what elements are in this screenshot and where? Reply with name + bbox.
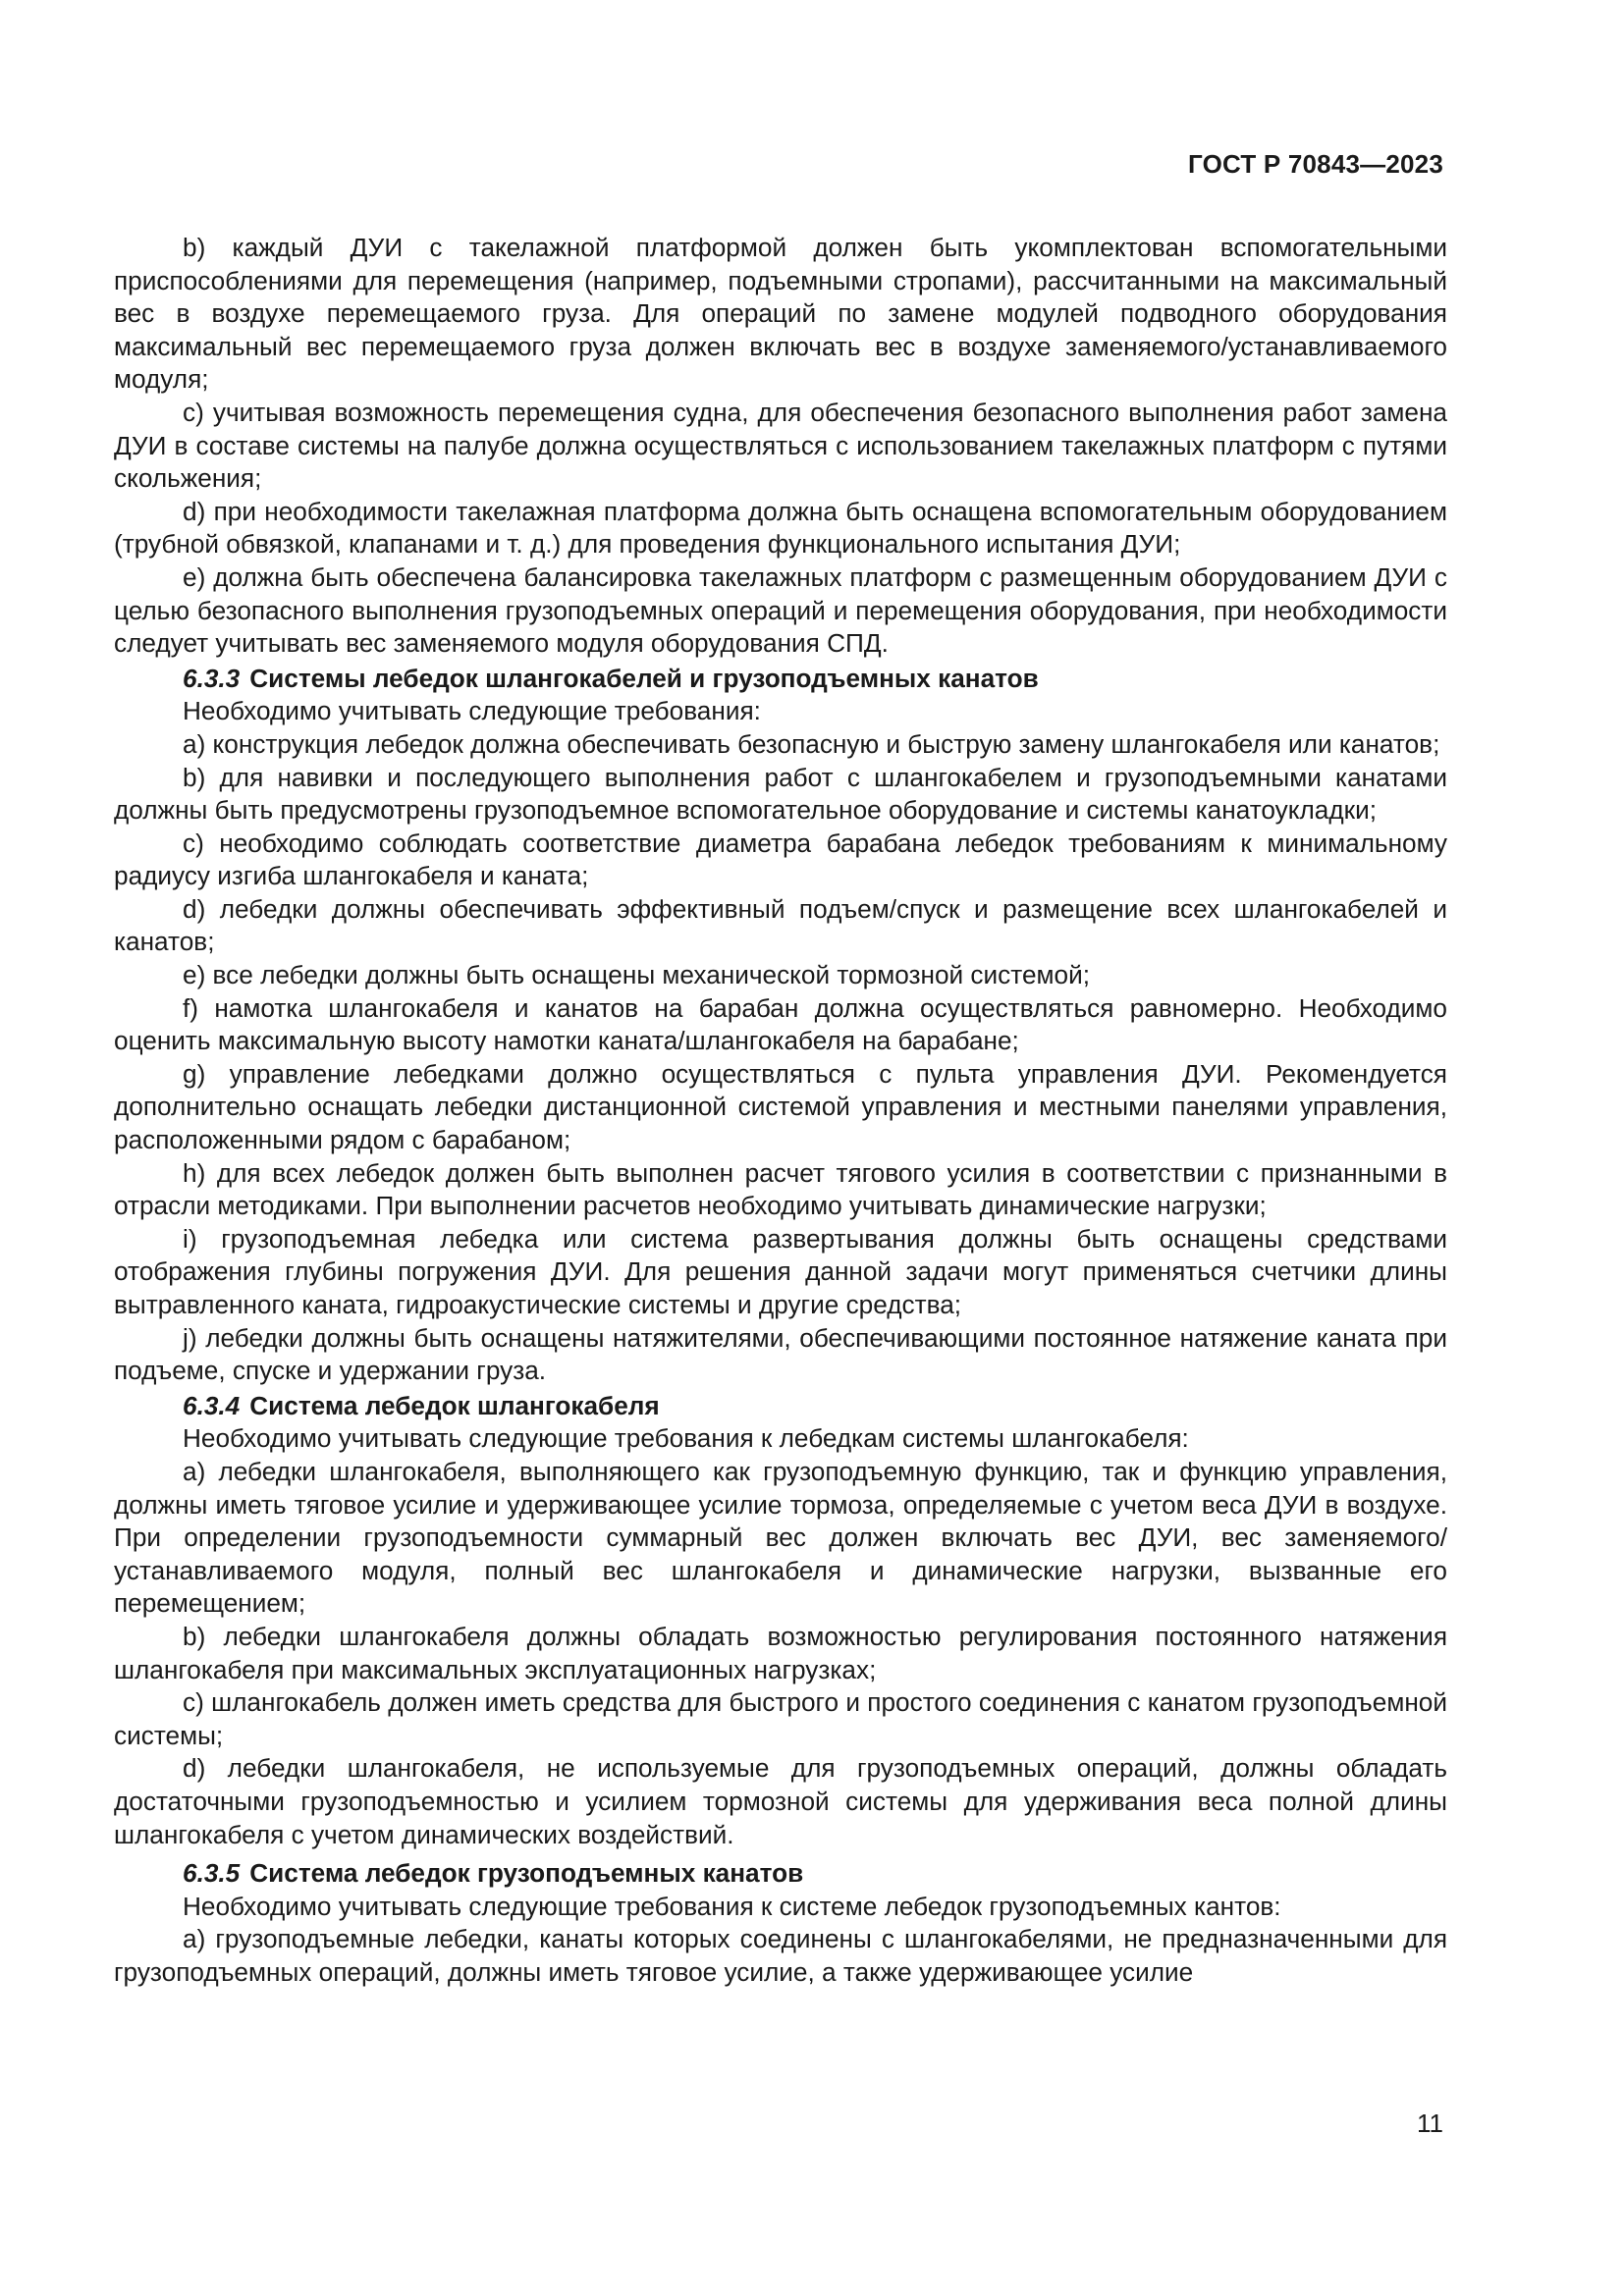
list-item: i) грузоподъемная лебедка или система развертывания должны быть оснащены средствами отображения глубины погружения ДУИ. Для решения данной задачи могут применяться счетчики длины вытравленного каната, гидроакустические системы и другие средства; — [114, 1223, 1447, 1319]
list-item: d) лебедки шлангокабеля, не используемые для грузоподъемных операций, должны обладать достаточными грузоподъемностью и усилием тормозной системы для удерживания веса полной длины шлангокабеля с учетом динамических воздействий. — [114, 1753, 1447, 1849]
section-intro: Необходимо учитывать следующие требования к лебедкам системы шлангокабеля: — [183, 1423, 1189, 1454]
document-header: ГОСТ Р 70843—2023 — [1188, 149, 1443, 179]
page-number: 11 — [1417, 2109, 1443, 2138]
list-item: a) конструкция лебедок должна обеспечивать безопасную и быструю замену шлангокабеля или канатов; — [183, 728, 1440, 759]
document-body — [114, 232, 1447, 1989]
section-heading-6-3-3 — [114, 663, 1447, 696]
section-number: 6.3.4 — [183, 1390, 241, 1420]
list-item: g) управление лебедками должно осуществляться с пульта управления ДУИ. Рекомендуется дополнительно оснащать лебедки дистанционной системой управления и местными панелями управления, расположенными рядом с барабаном; — [114, 1058, 1447, 1155]
section-title: Системы лебедок шлангокабелей и грузоподъемных канатов — [249, 663, 1039, 693]
list-item: h) для всех лебедок должен быть выполнен расчет тягового усилия в соответствии с признанными в отрасли методиками. При выполнении расчетов необходимо учитывать динамические нагрузки; — [114, 1157, 1447, 1221]
paragraph: c) учитывая возможность перемещения судна, для обеспечения безопасного выполнения работ замена ДУИ в составе системы на палубе должна осуществляться с использованием такелажных платформ с путями скольжения; — [114, 397, 1447, 494]
section-number: 6.3.3 — [183, 663, 241, 693]
section-number: 6.3.5 — [183, 1858, 241, 1889]
paragraph: b) каждый ДУИ с такелажной платформой должен быть укомплектован вспомогательными приспособлениями для перемещения (например, подъемными стропами), рассчитанными на максимальный вес в воздухе перемещаемого груза. Для операций по замене модулей подводного оборудования максимальный вес перемещаемого груза должен включать вес в воздухе заменяемого/устанавливаемого модуля; — [114, 233, 1447, 395]
section-title: Система лебедок шлангокабеля — [249, 1390, 660, 1420]
list-item: a) грузоподъемные лебедки, канаты которых соединены с шлангокабелями, не предназначенными для грузоподъемных операций, должны иметь тяговое усилие, а также удерживающее усилие — [114, 1924, 1447, 1987]
list-item: b) лебедки шлангокабеля должны обладать возможностью регулирования постоянного натяжения шлангокабеля при максимальных эксплуатационных нагрузках; — [114, 1621, 1447, 1684]
section-intro: Необходимо учитывать следующие требования: — [183, 696, 761, 726]
list-item: b) для навивки и последующего выполнения работ с шлангокабелем и грузоподъемными канатами должны быть предусмотрены грузоподъемное вспомогательное оборудование и системы канатоукладки; — [114, 762, 1447, 826]
section-heading-6-3-4 — [114, 1390, 1447, 1423]
list-item: f) намотка шлангокабеля и канатов на барабан должна осуществляться равномерно. Необходимо оценить максимальную высоту намотки каната/шлангокабеля на барабане; — [114, 992, 1447, 1056]
list-item: e) все лебедки должны быть оснащены механической тормозной системой; — [183, 960, 1090, 990]
section-title: Система лебедок грузоподъемных канатов — [249, 1858, 804, 1889]
list-item: c) необходимо соблюдать соответствие диаметра барабана лебедок требованиям к минимальному радиусу изгиба шлангокабеля и каната; — [114, 828, 1447, 891]
paragraph: d) при необходимости такелажная платформа должна быть оснащена вспомогательным оборудованием (трубной обвязкой, клапанами и т. д.) для проведения функционального испытания ДУИ; — [114, 496, 1447, 560]
list-item: c) шлангокабель должен иметь средства для быстрого и простого соединения с канатом грузоподъемной системы; — [114, 1687, 1447, 1750]
list-item: a) лебедки шлангокабеля, выполняющего как грузоподъемную функцию, так и функцию управления, должны иметь тяговое усилие и удерживающее усилие тормоза, определяемые с учетом веса ДУИ в воздухе. При определении грузоподъемности суммарный вес должен включать вес ДУИ, вес заменяемого/устанавливаемого модуля, полный вес шлангокабеля и динамические нагрузки, вызванные его перемещением; — [114, 1456, 1447, 1619]
paragraph: e) должна быть обеспечена балансировка такелажных платформ с размещенным оборудованием ДУИ с целью безопасного выполнения грузоподъемных операций и перемещения оборудования, при необходимости следует учитывать вес заменяемого модуля оборудования СПД. — [114, 561, 1447, 659]
list-item: j) лебедки должны быть оснащены натяжителями, обеспечивающими постоянное натяжение каната при подъеме, спуске и удержании груза. — [114, 1322, 1447, 1386]
list-item: d) лебедки должны обеспечивать эффективный подъем/спуск и размещение всех шлангокабелей и канатов; — [114, 893, 1447, 957]
section-heading-6-3-5 — [114, 1857, 1447, 1891]
section-intro: Необходимо учитывать следующие требования к системе лебедок грузоподъемных кантов: — [183, 1891, 1281, 1921]
